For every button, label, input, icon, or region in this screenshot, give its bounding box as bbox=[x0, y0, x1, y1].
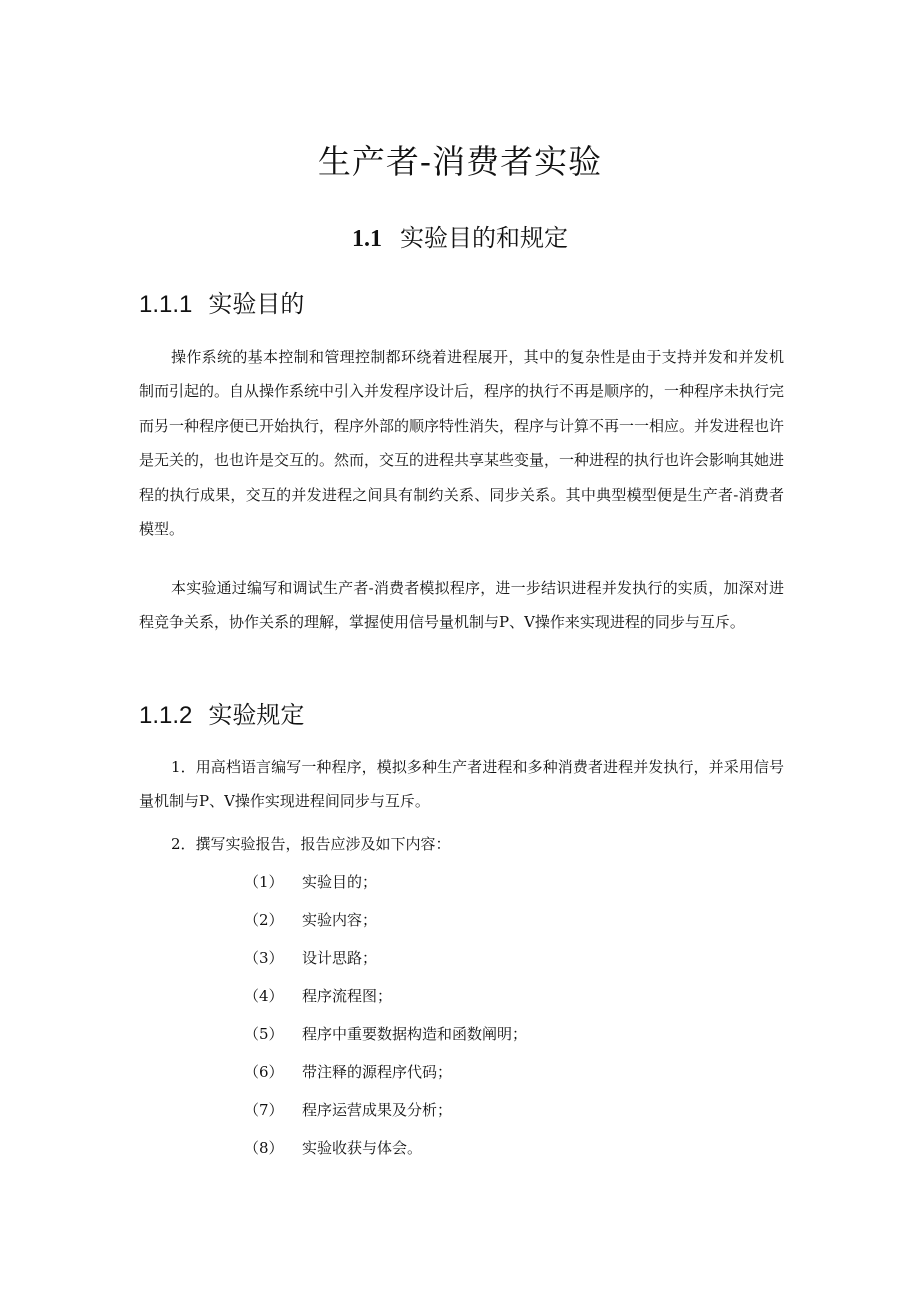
report-item-text: 带注释的源程序代码； bbox=[302, 1063, 453, 1081]
report-item-text: 程序中重要数据构造和函数阐明； bbox=[302, 1025, 528, 1043]
report-item-text: 程序流程图； bbox=[302, 987, 393, 1005]
subsection-number: 1.1.2 bbox=[139, 702, 193, 729]
subsection-heading-purpose bbox=[139, 286, 304, 323]
report-item bbox=[244, 1024, 527, 1044]
paragraph-purpose-1: 操作系统的基本控制和管理控制都环绕着进程展开，其中的复杂性是由于支持并发和并发机制而引起的。自从操作系统中引入并发程序设计后，程序的执行不再是顺序的，一种程序未执行完而另一种程序便已开始执行，程序外部的顺序特性消失，程序与计算不再一一相应。并发进程也许是无关的，也也许是交互的。然而，交互的进程共享某些变量，一种进程的执行也许会影响其她进程的执行成果，交互的并发进程之间具有制约关系、同步关系。其中典型模型便是生产者-消费者模型。 bbox=[139, 348, 785, 539]
report-item-label: （3） bbox=[244, 949, 284, 967]
subsection-heading-requirements bbox=[139, 697, 304, 734]
report-item bbox=[244, 1138, 422, 1158]
requirement-item-1: 1．用高档语言编写一种程序，模拟多种生产者进程和多种消费者进程并发执行，并采用信号量机制与P、V操作实现进程间同步与互斥。 bbox=[139, 758, 784, 811]
report-item bbox=[244, 1062, 452, 1082]
report-item-label: （1） bbox=[244, 873, 284, 891]
report-item bbox=[244, 1100, 452, 1120]
paragraph-purpose-2: 本实验通过编写和调试生产者-消费者模拟程序，进一步结识进程并发执行的实质，加深对进程竞争关系，协作关系的理解，掌握使用信号量机制与P、V操作来实现进程的同步与互斥。 bbox=[139, 579, 784, 632]
report-item-text: 程序运营成果及分析； bbox=[302, 1101, 453, 1119]
subsection-number: 1.1.1 bbox=[139, 291, 193, 318]
report-item bbox=[244, 872, 377, 892]
report-item-label: （2） bbox=[244, 911, 284, 929]
report-item bbox=[244, 910, 377, 930]
report-item bbox=[244, 986, 392, 1006]
report-item-text: 实验收获与体会。 bbox=[302, 1139, 423, 1157]
section-heading bbox=[0, 220, 920, 257]
subsection-title: 实验规定 bbox=[208, 701, 305, 729]
section-title: 实验目的和规定 bbox=[400, 224, 568, 252]
report-item-label: （6） bbox=[244, 1063, 284, 1081]
document-title: 生产者-消费者实验 bbox=[317, 142, 603, 181]
report-item-label: （7） bbox=[244, 1101, 284, 1119]
report-item-label: （4） bbox=[244, 987, 284, 1005]
report-item-label: （8） bbox=[244, 1139, 284, 1157]
report-item-text: 设计思路； bbox=[302, 949, 378, 967]
report-item-label: （5） bbox=[244, 1025, 284, 1043]
requirement-item-2: 2．撰写实验报告，报告应涉及如下内容： bbox=[171, 835, 451, 853]
report-item bbox=[244, 948, 377, 968]
section-number: 1.1 bbox=[352, 226, 382, 252]
subsection-title: 实验目的 bbox=[208, 290, 305, 318]
report-item-text: 实验目的； bbox=[302, 873, 378, 891]
report-item-text: 实验内容； bbox=[302, 911, 378, 929]
